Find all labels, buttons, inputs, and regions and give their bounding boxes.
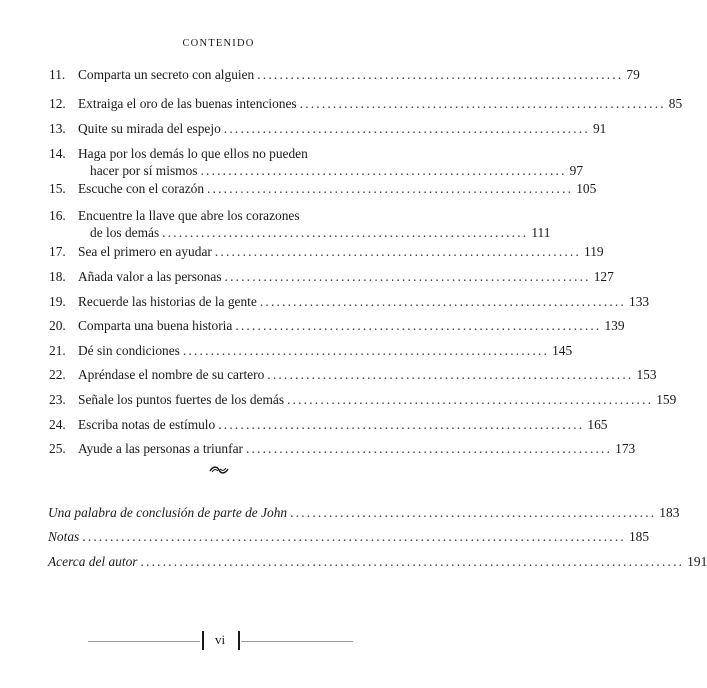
- chapter-number: 12.: [49, 96, 66, 111]
- chapter-title-line-1: Haga por los demás lo que ellos no pueden: [78, 146, 308, 161]
- page-footer: [0, 628, 437, 652]
- chapter-number: 13.: [49, 121, 66, 136]
- leader-dots: ..................................................................: [299, 96, 666, 111]
- leader-dots: ..................................................................................................: [82, 529, 626, 544]
- footer-rule-left: [88, 641, 200, 642]
- chapter-title: Recuerde las historias de la gente: [78, 294, 257, 309]
- running-head: CONTENIDO: [182, 38, 255, 49]
- page-number: 165: [587, 417, 608, 432]
- chapter-title: Apréndase el nombre de su cartero: [78, 367, 265, 382]
- toc-entry-25: [49, 440, 636, 457]
- chapter-number: 21.: [49, 343, 66, 358]
- toc-entry-20: [49, 317, 625, 334]
- chapter-number: 25.: [49, 441, 66, 456]
- chapter-title: Comparta una buena historia: [78, 318, 233, 333]
- toc-entry-23: [49, 391, 677, 408]
- toc-entry-14: [49, 145, 584, 179]
- page-number: 97: [569, 163, 584, 178]
- leader-dots: ..................................................................: [267, 367, 634, 382]
- toc-entry-12: [49, 95, 683, 112]
- leader-dots: ..................................................................: [224, 269, 591, 284]
- chapter-number: 23.: [49, 392, 66, 407]
- chapter-title: Escuche con el corazón: [78, 181, 205, 196]
- chapter-title: Escriba notas de estímulo: [78, 417, 216, 432]
- leader-dots: ..................................................................: [162, 225, 529, 240]
- page-number: 173: [615, 441, 636, 456]
- page-number: 185: [628, 529, 650, 544]
- leader-dots: ..................................................................: [182, 343, 550, 358]
- page-number: 119: [584, 244, 604, 259]
- toc-entry-conclusion: [48, 504, 680, 521]
- toc-entry-13: [49, 120, 607, 137]
- toc-entry-notes: [48, 528, 650, 545]
- toc-entry-about-author: [48, 553, 707, 570]
- chapter-title: de los demás: [90, 225, 160, 240]
- chapter-title: hacer por sí mismos: [90, 163, 198, 178]
- leader-dots: ..................................................................: [207, 181, 574, 196]
- page-number: 159: [656, 392, 677, 407]
- page-number: 133: [629, 294, 650, 309]
- page-number: 79: [626, 67, 640, 82]
- chapter-number: 24.: [49, 417, 66, 432]
- toc-entry-24: [49, 416, 608, 433]
- toc-entry-11: [49, 66, 640, 83]
- section-title: Acerca del autor: [48, 554, 138, 569]
- chapter-number: 16.: [49, 208, 66, 223]
- leader-dots: ..................................................................: [290, 505, 657, 520]
- chapter-title: Señale los puntos fuertes de los demás: [78, 392, 285, 407]
- toc-entry-21: [49, 342, 573, 359]
- leader-dots: ..................................................................: [223, 121, 590, 136]
- section-title: Una palabra de conclusión de parte de John: [48, 505, 288, 520]
- chapter-number: 14.: [49, 146, 66, 161]
- chapter-number: 22.: [49, 367, 66, 382]
- leader-dots: ..................................................................: [257, 67, 624, 82]
- page-number: 183: [659, 505, 680, 520]
- leader-dots: ..................................................................: [218, 417, 585, 432]
- toc-entry-17: [49, 243, 604, 260]
- page-number: 91: [592, 121, 607, 136]
- page-number: 105: [576, 181, 597, 196]
- page-number: 153: [636, 367, 657, 382]
- page-number: 145: [552, 343, 573, 358]
- toc-entry-16: [49, 207, 551, 241]
- chapter-title: Ayude a las personas a triunfar: [78, 441, 243, 456]
- toc-entry-15: [49, 180, 597, 197]
- chapter-number: 20.: [49, 318, 66, 333]
- chapter-number: 11.: [49, 67, 66, 82]
- page-number: 85: [668, 96, 683, 111]
- toc-entry-22: [49, 366, 657, 383]
- page-number: 127: [593, 269, 614, 284]
- page-number: 139: [604, 318, 625, 333]
- footer-bar-right: [238, 631, 240, 650]
- toc-entry-18: [49, 268, 614, 285]
- leader-dots: ..................................................................: [214, 244, 582, 259]
- chapter-title: Sea el primero en ayudar: [78, 244, 212, 259]
- leader-dots: ..................................................................: [259, 294, 627, 309]
- leader-dots: ..................................................................: [245, 441, 613, 456]
- leader-dots: ..................................................................................................: [140, 554, 685, 569]
- chapter-number: 17.: [49, 244, 66, 259]
- chapter-title: Añada valor a las personas: [78, 269, 222, 284]
- toc-entry-19: [49, 293, 650, 310]
- leader-dots: ..................................................................: [235, 318, 602, 333]
- chapter-number: 18.: [49, 269, 66, 284]
- footer-bar-left: [202, 631, 204, 650]
- chapter-title: Quite su mirada del espejo: [78, 121, 221, 136]
- chapter-title: Comparta un secreto con alguien: [78, 67, 255, 82]
- footer-rule-right: [241, 641, 353, 642]
- chapter-title-line-1: Encuentre la llave que abre los corazones: [78, 208, 300, 223]
- fleuron-icon: [0, 462, 437, 480]
- page-number: 111: [531, 225, 551, 240]
- leader-dots: ..................................................................: [287, 392, 654, 407]
- section-title: Notas: [48, 529, 80, 544]
- chapter-number: 15.: [49, 181, 66, 196]
- folio: vi: [214, 632, 226, 647]
- leader-dots: ..................................................................: [200, 163, 567, 178]
- page-number: 191: [687, 554, 707, 569]
- chapter-number: 19.: [49, 294, 66, 309]
- chapter-title: Extraiga el oro de las buenas intenciones: [78, 96, 297, 111]
- chapter-title: Dé sin condiciones: [78, 343, 180, 358]
